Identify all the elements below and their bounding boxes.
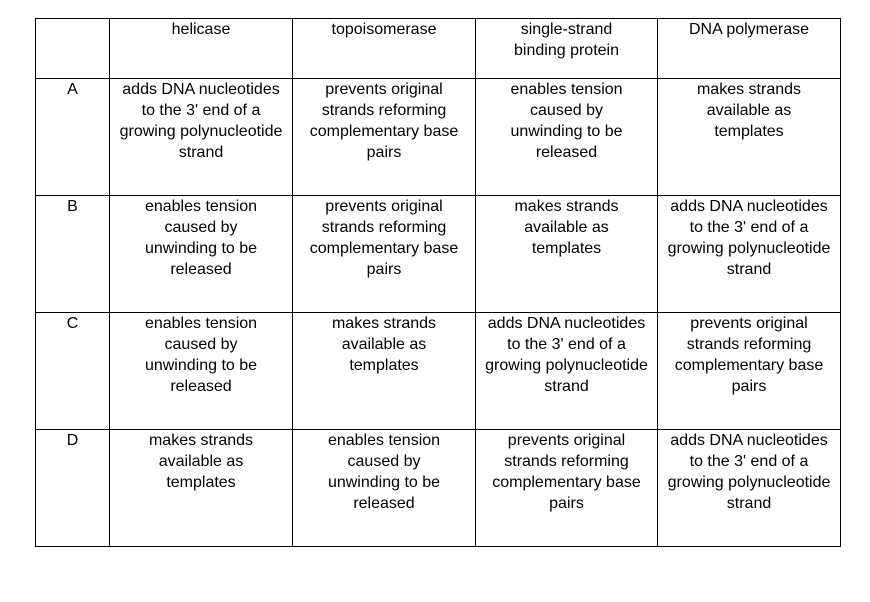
table-cell [110, 196, 293, 313]
cell-text: enables tension caused by unwinding to be released [510, 81, 623, 161]
table-row [36, 313, 841, 430]
table-cell [110, 79, 293, 196]
cell-text: enables tension caused by unwinding to be released [144, 198, 258, 278]
row-label-d: D [36, 430, 110, 547]
table-cell [476, 430, 658, 547]
answer-options-table [35, 18, 841, 547]
header-row [36, 19, 841, 79]
cell-text: enables tension caused by unwinding to be released [144, 315, 258, 395]
cell-text: adds DNA nucleotides to the 3' end of a growing polynucleotide strand [485, 315, 648, 395]
header-dna-polymerase: DNA polymerase [658, 19, 841, 79]
cell-text: adds DNA nucleotides to the 3' end of a growing polynucleotide strand [667, 198, 831, 278]
cell-text: prevents original strands reforming complementary base pairs [309, 81, 459, 161]
table-row [36, 430, 841, 547]
table-cell [476, 79, 658, 196]
table-cell [110, 430, 293, 547]
cell-text: prevents original strands reforming complementary base pairs [309, 198, 459, 278]
header-single-strand-binding-protein [476, 19, 658, 79]
row-label-b: B [36, 196, 110, 313]
table-cell [110, 313, 293, 430]
cell-text: enables tension caused by unwinding to be released [327, 432, 441, 512]
cell-text: makes strands available as templates [331, 315, 437, 374]
cell-text: prevents original strands reforming complementary base pairs [492, 432, 641, 512]
cell-text: makes strands available as templates [514, 198, 619, 257]
table-cell [293, 196, 476, 313]
table-cell [293, 430, 476, 547]
cell-text: prevents original strands reforming complementary base pairs [674, 315, 824, 395]
cell-text: makes strands available as templates [696, 81, 802, 140]
header-blank-cell [36, 19, 110, 79]
table-cell [658, 313, 841, 430]
cell-text: adds DNA nucleotides to the 3' end of a growing polynucleotide strand [119, 81, 283, 161]
header-topoisomerase: topoisomerase [293, 19, 476, 79]
header-helicase: helicase [110, 19, 293, 79]
table-cell [476, 313, 658, 430]
cell-text: makes strands available as templates [148, 432, 254, 491]
row-label-a: A [36, 79, 110, 196]
row-label-c: C [36, 313, 110, 430]
cell-text: adds DNA nucleotides to the 3' end of a growing polynucleotide strand [667, 432, 831, 512]
table-cell [293, 79, 476, 196]
header-ssb-text: single-strand binding protein [514, 21, 619, 59]
table-cell [476, 196, 658, 313]
table-cell [293, 313, 476, 430]
table-cell [658, 430, 841, 547]
table-row [36, 79, 841, 196]
table-cell [658, 196, 841, 313]
table-cell [658, 79, 841, 196]
table-row [36, 196, 841, 313]
